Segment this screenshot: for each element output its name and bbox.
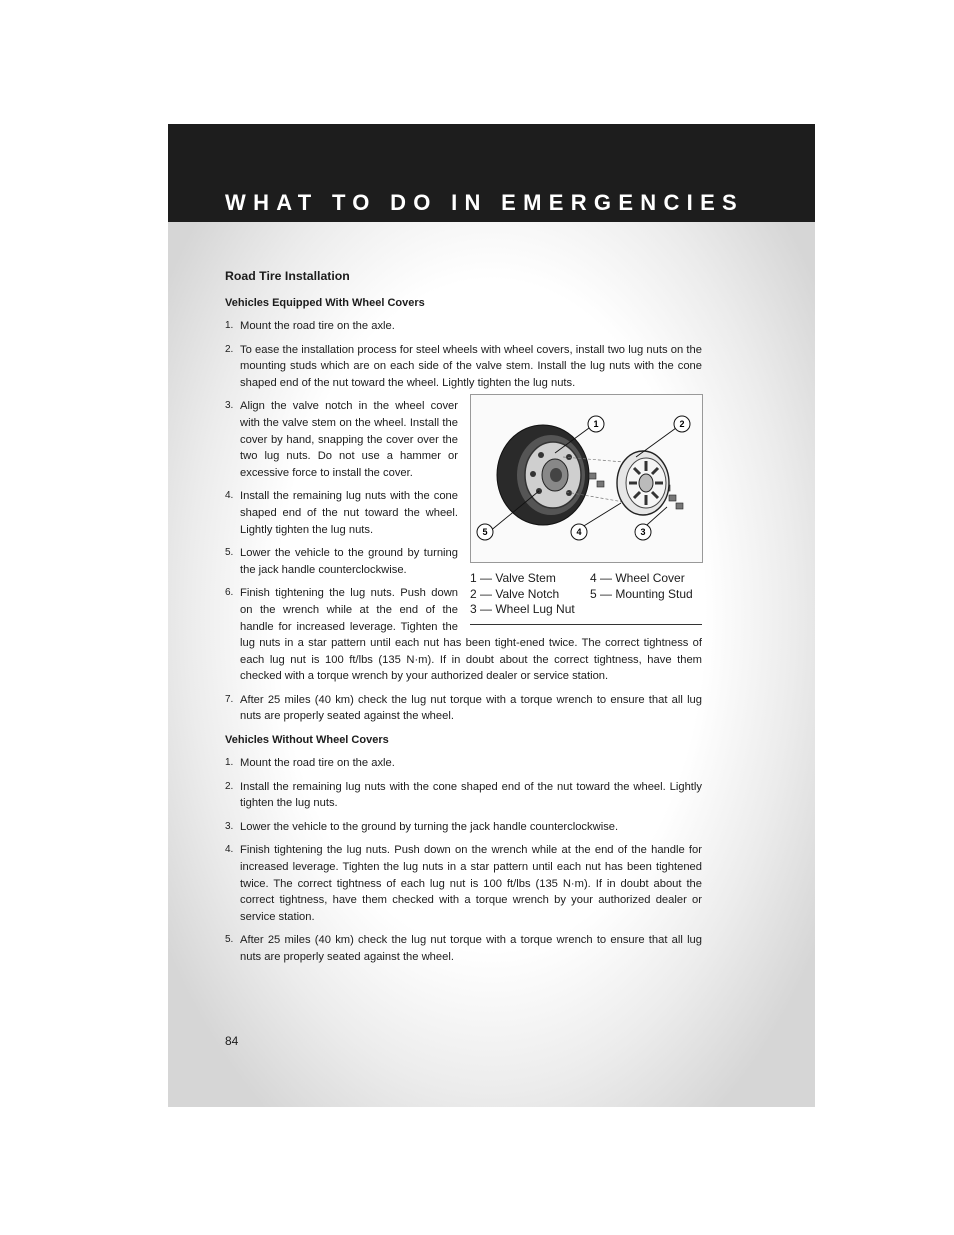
list-item: 5. Lower the vehicle to the ground by turning the jack handle counterclockwise. <box>225 547 458 576</box>
subsection-title-without-covers: Vehicles Without Wheel Covers <box>225 734 389 747</box>
list-item: 7. After 25 miles (40 km) check the lug nut torque with a torque wrench to ensure that all lug nuts are properly seated against the wheel. <box>225 693 702 723</box>
legend-item: 2 — Valve Notch <box>470 586 560 601</box>
list-item: 6. Finish tightening the lug nuts. Push down on the wrench while at the end of the handle for increased leverage. Tighten the lug nuts in a star pattern until each nut has been tight-ened twice. The correct tightness of each lug nut is 100 ft/lbs (135 N·m). If in doubt about the correct tightness, have them checked with a torque wrench by your authorized dealer or service station. <box>225 587 702 683</box>
steps-with-covers <box>225 318 702 725</box>
manual-page <box>168 124 815 1107</box>
list-item: 2. Install the remaining lug nuts with the cone shaped end of the nut toward the wheel. Lightly tighten the lug nuts. <box>225 780 702 810</box>
page-title: WHAT TO DO IN EMERGENCIES <box>225 190 745 215</box>
callout-1: 1 <box>593 419 599 430</box>
list-item: 1. Mount the road tire on the axle. <box>225 757 395 770</box>
list-item: 4. Finish tightening the lug nuts. Push down on the wrench while at the end of the handle for increased leverage. Tighten the lug nuts in a star pattern until each nut has been tightened twice. The correct tightness of each lug nut is 100 ft/lbs (135 N·m). If in doubt about the correct tightness, have them checked with a torque wrench by your authorized dealer or service station. <box>225 844 702 923</box>
section-title: Road Tire Installation <box>225 269 350 283</box>
list-item: 3. Align the valve notch in the wheel cover with the valve stem on the wheel. Install the cover by hand, snapping the cover over the two lug nuts. Do not use a hammer or excessive force to install the cover. <box>225 400 458 479</box>
steps-without-covers <box>225 755 702 966</box>
list-item: 2. To ease the installation process for steel wheels with wheel covers, install two lug nuts on the mounting studs which are on each side of the valve stem. Install the lug nuts with the cone shaped end of the nut toward the wheel. Lightly tighten the lug nuts. <box>225 343 702 389</box>
legend-item: 3 — Wheel Lug Nut <box>470 602 575 617</box>
subsection-title-with-covers: Vehicles Equipped With Wheel Covers <box>225 297 425 309</box>
callout-3: 3 <box>640 527 646 538</box>
page-number: 84 <box>225 1034 239 1048</box>
list-item: 5. After 25 miles (40 km) check the lug nut torque with a torque wrench to ensure that all lug nuts are properly seated against the wheel. <box>225 934 702 963</box>
list-item: 3. Lower the vehicle to the ground by turning the jack handle counterclockwise. <box>225 820 619 833</box>
list-item: 4. Install the remaining lug nuts with the cone shaped end of the nut toward the wheel. Lightly tighten the lug nuts. <box>225 490 458 536</box>
legend-item: 4 — Wheel Cover <box>590 571 685 586</box>
legend-item: 1 — Valve Stem <box>470 571 556 586</box>
callout-2: 2 <box>679 419 685 430</box>
list-item: 1. Mount the road tire on the axle. <box>225 320 395 332</box>
page-content <box>225 268 702 973</box>
callout-5: 5 <box>482 527 488 538</box>
callout-4: 4 <box>576 527 582 538</box>
legend-item: 5 — Mounting Stud <box>590 586 693 601</box>
section-header-band <box>168 124 815 222</box>
section-without-covers <box>225 732 702 966</box>
